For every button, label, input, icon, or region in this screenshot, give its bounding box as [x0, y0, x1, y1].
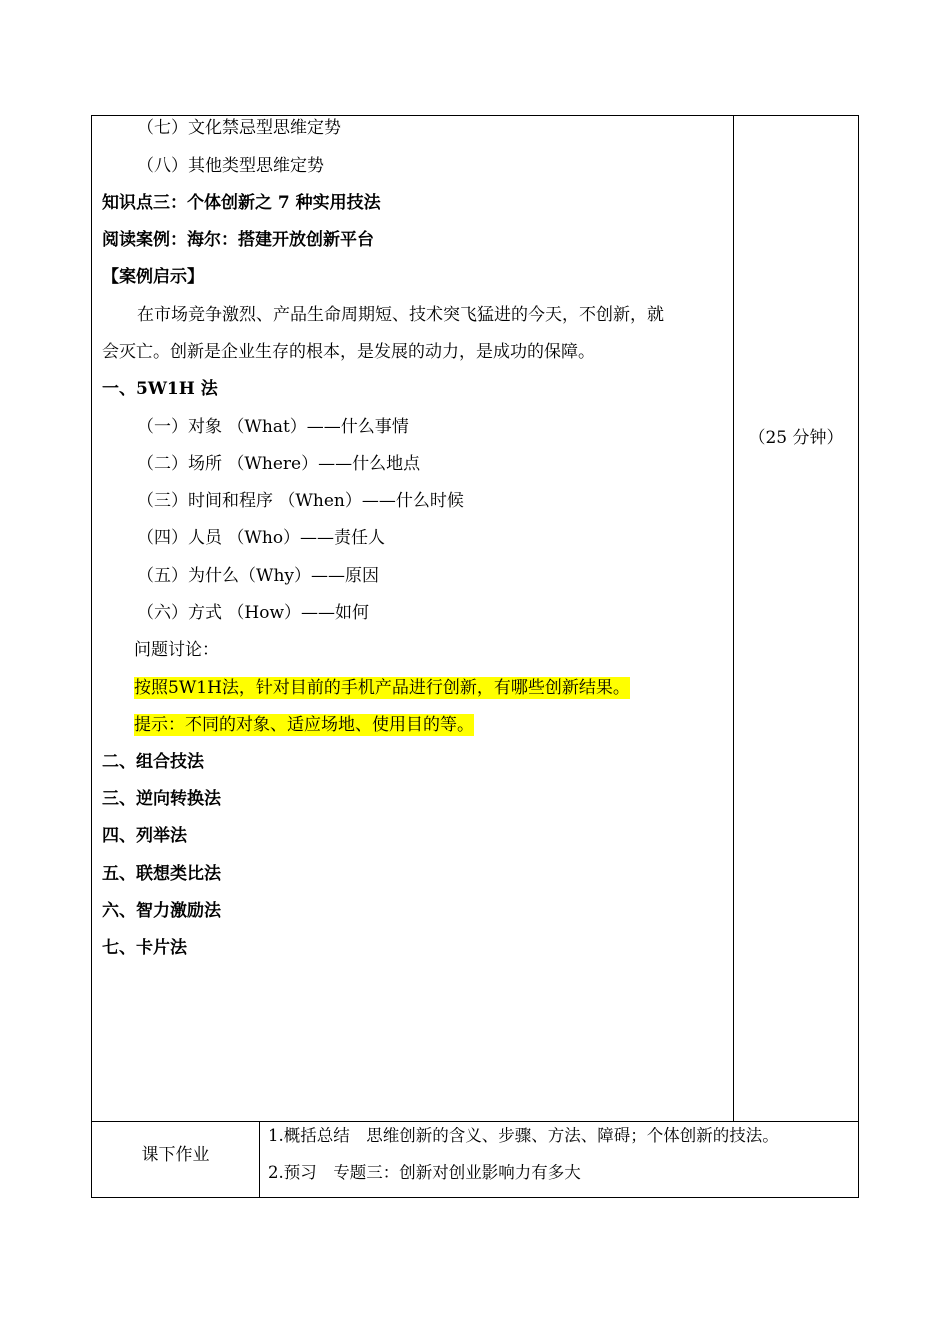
time-note: （25 分钟） [748, 428, 844, 448]
highlighted-line: 提示：不同的对象、适应场地、使用目的等。 [134, 715, 474, 735]
content-line: （二）场所 （Where）——什么地点 [137, 454, 421, 474]
content-line: 会灭亡。创新是企业生存的根本，是发展的动力，是成功的保障。 [102, 342, 595, 362]
content-line: （五）为什么（Why）——原因 [137, 566, 380, 586]
section-heading: 知识点三：个体创新之 7 种实用技法 [102, 193, 381, 213]
homework-label: 课下作业 [141, 1145, 210, 1165]
section-heading: 阅读案例：海尔：搭建开放创新平台 [102, 230, 374, 250]
content-line: （六）方式 （How）——如何 [137, 603, 370, 623]
content-line: （四）人员 （Who）——责任人 [137, 528, 386, 548]
content-line: 问题讨论： [134, 640, 219, 660]
homework-item: 2.预习 专题三：创新对创业影响力有多大 [268, 1163, 581, 1182]
section-heading: 【案例启示】 [102, 267, 204, 287]
column-divider [733, 115, 734, 1122]
homework-item: 1.概括总结 思维创新的含义、步骤、方法、障碍；个体创新的技法。 [268, 1126, 779, 1145]
section-heading: 四、列举法 [102, 826, 187, 846]
section-heading: 六、智力激励法 [102, 901, 221, 921]
content-line: （三）时间和程序 （When）——什么时候 [137, 491, 464, 511]
section-heading: 二、组合技法 [102, 752, 204, 772]
section-heading: 七、卡片法 [102, 938, 187, 958]
homework-label-divider [259, 1121, 260, 1198]
row-divider [91, 1121, 859, 1122]
section-heading: 三、逆向转换法 [102, 789, 221, 809]
content-line: （八）其他类型思维定势 [137, 156, 324, 176]
content-line: 在市场竞争激烈、产品生命周期短、技术突飞猛进的今天，不创新，就 [137, 305, 664, 325]
section-heading: 五、联想类比法 [102, 864, 221, 884]
content-line: （七）文化禁忌型思维定势 [137, 118, 341, 138]
section-heading: 一、5W1H 法 [102, 379, 218, 399]
content-line: （一）对象 （What）——什么事情 [137, 417, 409, 437]
highlighted-line: 按照5W1H法，针对目前的手机产品进行创新，有哪些创新结果。 [134, 678, 630, 698]
